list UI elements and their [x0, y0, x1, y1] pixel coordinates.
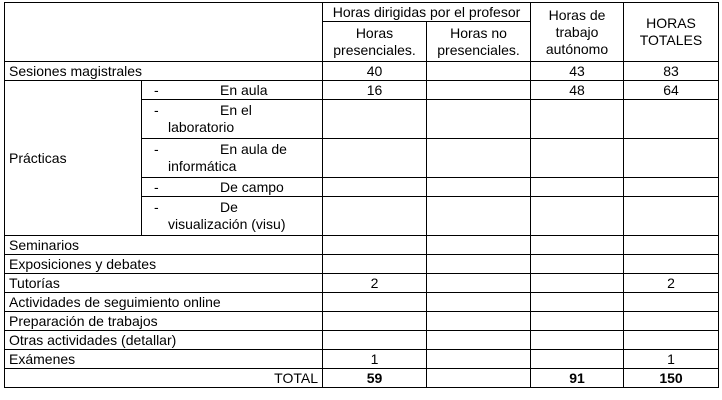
- header-presenciales: Horas presenciales.: [323, 22, 427, 62]
- cell-autonomo: [531, 312, 624, 331]
- table-row: [5, 274, 719, 293]
- cell-autonomo: [531, 274, 624, 293]
- cell-autonomo: [531, 139, 624, 178]
- practicas-sub-visualizacion: [142, 197, 323, 236]
- cell-autonomo-total: 91: [531, 369, 624, 388]
- total-row: [5, 369, 719, 388]
- practicas-sub-en-aula: [142, 81, 323, 100]
- cell-total: [624, 331, 719, 350]
- cell-autonomo: [531, 236, 624, 255]
- cell-presenciales: 1: [323, 350, 427, 369]
- cell-no-presenciales: [427, 62, 531, 81]
- dash-marker: -: [154, 81, 159, 98]
- row-label-seminarios: Seminarios: [5, 236, 323, 255]
- header-totales: HORAS TOTALES: [624, 3, 719, 62]
- row-label-exposiciones: Exposiciones y debates: [5, 255, 323, 274]
- cell-presenciales: [323, 100, 427, 139]
- cell-presenciales: [323, 197, 427, 236]
- cell-no-presenciales: [427, 293, 531, 312]
- cell-no-presenciales: [427, 255, 531, 274]
- dash-marker: -: [154, 141, 159, 157]
- cell-no-presenciales: [427, 81, 531, 100]
- cell-no-presenciales: [427, 331, 531, 350]
- cell-total: 83: [624, 62, 719, 81]
- cell-presenciales-total: 59: [323, 369, 427, 388]
- cell-total: [624, 312, 719, 331]
- cell-presenciales: 40: [323, 62, 427, 81]
- sub-label-b: visualización (visu): [168, 216, 286, 232]
- cell-no-presenciales: [427, 236, 531, 255]
- cell-autonomo: [531, 197, 624, 236]
- cell-no-presenciales: [427, 312, 531, 331]
- cell-total: [624, 197, 719, 236]
- cell-autonomo: [531, 331, 624, 350]
- row-label-sesiones: Sesiones magistrales: [5, 62, 323, 81]
- practicas-sub-campo: [142, 178, 323, 197]
- cell-total: [624, 139, 719, 178]
- table-row: [5, 81, 719, 100]
- cell-presenciales: [323, 312, 427, 331]
- table-row: [5, 236, 719, 255]
- cell-presenciales: [323, 178, 427, 197]
- cell-autonomo: [531, 350, 624, 369]
- row-label-total: TOTAL: [5, 369, 323, 388]
- header-autonomo: Horas de trabajo autónomo: [531, 3, 624, 62]
- dash-marker: -: [154, 178, 159, 195]
- cell-no-presenciales: [427, 139, 531, 178]
- cell-total: [624, 178, 719, 197]
- header-row-1: [5, 3, 719, 22]
- sub-label-a: En el: [220, 102, 252, 118]
- cell-no-presenciales-total: [427, 369, 531, 388]
- cell-autonomo: 48: [531, 81, 624, 100]
- cell-no-presenciales: [427, 274, 531, 293]
- cell-total: 2: [624, 274, 719, 293]
- cell-total: [624, 236, 719, 255]
- cell-grand-total: 150: [624, 369, 719, 388]
- row-label-preparacion: Preparación de trabajos: [5, 312, 323, 331]
- cell-total: [624, 100, 719, 139]
- table-row: [5, 62, 719, 81]
- cell-presenciales: [323, 236, 427, 255]
- cell-autonomo: [531, 293, 624, 312]
- dash-marker: -: [154, 102, 159, 118]
- row-label-examenes: Exámenes: [5, 350, 323, 369]
- cell-presenciales: [323, 293, 427, 312]
- cell-presenciales: 2: [323, 274, 427, 293]
- header-no-presenciales: Horas no presenciales.: [427, 22, 531, 62]
- cell-no-presenciales: [427, 178, 531, 197]
- row-label-tutorias: Tutorías: [5, 274, 323, 293]
- cell-no-presenciales: [427, 350, 531, 369]
- table-row: [5, 331, 719, 350]
- table-row: [5, 312, 719, 331]
- cell-autonomo: [531, 255, 624, 274]
- cell-presenciales: [323, 255, 427, 274]
- sub-label: En aula: [220, 81, 268, 98]
- header-empty-cell: [5, 3, 323, 62]
- cell-autonomo: 43: [531, 62, 624, 81]
- cell-no-presenciales: [427, 197, 531, 236]
- cell-total: 64: [624, 81, 719, 100]
- cell-presenciales: 16: [323, 81, 427, 100]
- practicas-sub-laboratorio: [142, 100, 323, 139]
- cell-total: 1: [624, 350, 719, 369]
- row-label-seguimiento: Actividades de seguimiento online: [5, 293, 323, 312]
- dash-marker: -: [154, 199, 159, 215]
- cell-no-presenciales: [427, 100, 531, 139]
- cell-presenciales: [323, 139, 427, 178]
- sub-label-a: En aula de: [220, 141, 287, 157]
- sub-label-b: informática: [168, 158, 237, 174]
- cell-total: [624, 255, 719, 274]
- cell-autonomo: [531, 100, 624, 139]
- table-row: [5, 255, 719, 274]
- hours-distribution-table: [4, 2, 719, 388]
- practicas-sub-informatica: [142, 139, 323, 178]
- table-row: [5, 293, 719, 312]
- cell-total: [624, 293, 719, 312]
- row-label-practicas: Prácticas: [5, 81, 142, 236]
- sub-label-b: laboratorio: [168, 119, 235, 135]
- table-row: [5, 350, 719, 369]
- cell-autonomo: [531, 178, 624, 197]
- sub-label: De campo: [220, 178, 284, 195]
- header-dirigidas: Horas dirigidas por el profesor: [323, 3, 531, 22]
- sub-label-a: De: [220, 199, 238, 215]
- cell-presenciales: [323, 331, 427, 350]
- row-label-otras: Otras actividades (detallar): [5, 331, 323, 350]
